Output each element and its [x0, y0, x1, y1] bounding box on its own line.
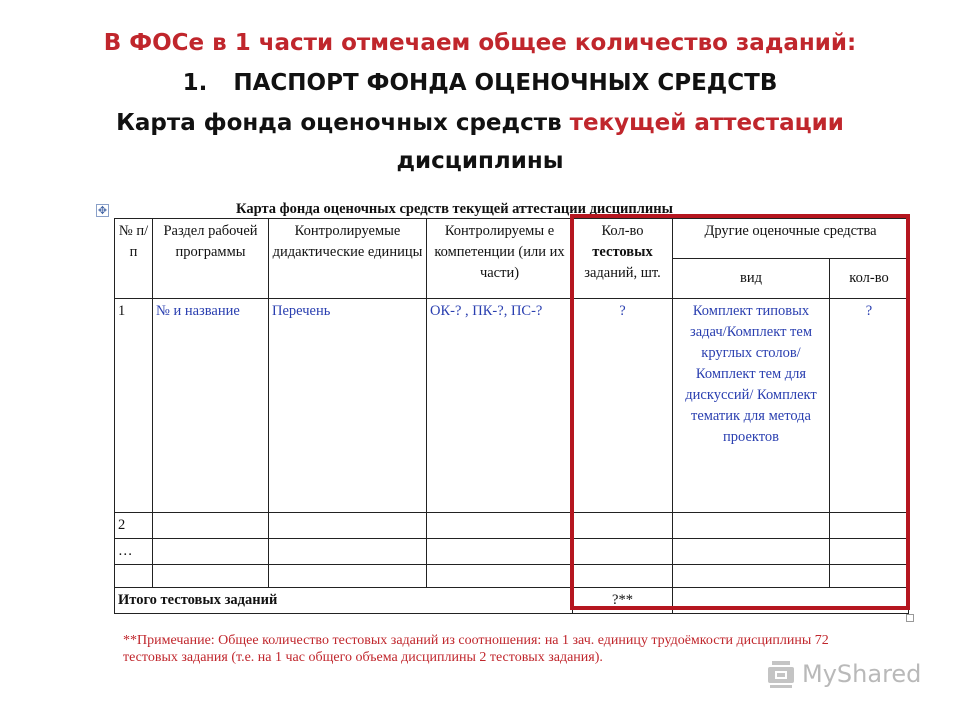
header-units: Контролируемые дидактические единицы: [269, 219, 427, 299]
total-label: Итого тестовых заданий: [115, 588, 573, 614]
row1-competencies: ОК-? , ПК-?, ПС-?: [427, 299, 573, 513]
table-row: [115, 539, 909, 565]
footnote-line1: **Примечание: Общее количество тестовых заданий из соотношения: на 1 зач. единицу трудоёмкости дисциплины 72: [123, 633, 829, 648]
row1-num: 1: [115, 299, 153, 513]
myshared-logo-icon: [766, 659, 796, 689]
header-section: Раздел рабочей программы: [153, 219, 269, 299]
passport-heading: [0, 70, 960, 96]
header-tests-prefix: Кол-во: [601, 223, 644, 239]
map-heading-discipline: дисциплины: [396, 148, 564, 174]
header-tests-bold: тестовых: [592, 244, 653, 260]
header-tests-suffix: заданий, шт.: [584, 265, 661, 281]
passport-title: ПАСПОРТ ФОНДА ОЦЕНОЧНЫХ СРЕДСТВ: [233, 70, 778, 96]
row3-num: …: [115, 539, 153, 565]
row2-num: 2: [115, 513, 153, 539]
watermark-text: MyShared: [802, 660, 922, 688]
map-heading-red: текущей аттестации: [569, 110, 844, 136]
header-num: № п/ п: [115, 219, 153, 299]
row1-type: Комплект типовых задач/Комплект тем круглых столов/ Комплект тем для дискуссий/ Комплект тематик для метода проектов: [673, 299, 830, 513]
header-other: Другие оценочные средства: [673, 219, 909, 259]
passport-number: 1.: [182, 70, 208, 96]
table-resize-handle: [906, 614, 914, 622]
table-row: [115, 299, 909, 513]
map-heading: [0, 110, 960, 136]
row1-count: ?: [830, 299, 909, 513]
table-header-row: [115, 219, 909, 259]
table-row: [115, 513, 909, 539]
header-count: кол-во: [830, 259, 909, 299]
assessment-map-table: [114, 218, 909, 614]
header-tests: [573, 219, 673, 299]
table-caption: Карта фонда оценочных средств текущей аттестации дисциплины: [236, 201, 673, 217]
row1-section: № и название: [153, 299, 269, 513]
table-move-icon: ✥: [97, 205, 108, 217]
total-value: ?**: [573, 588, 673, 614]
row1-units: Перечень: [269, 299, 427, 513]
footnote-line2: тестовых задания (т.е. на 1 час общего объема дисциплины 2 тестовых задания).: [123, 650, 603, 665]
table-total-row: [115, 588, 909, 614]
row1-tests: ?: [573, 299, 673, 513]
slide-title: В ФОСе в 1 части отмечаем общее количество заданий:: [103, 30, 857, 56]
document-scan: [94, 196, 914, 676]
header-competencies: Контролируемы е компетенции (или их части): [427, 219, 573, 299]
map-heading-black: Карта фонда оценочных средств: [116, 110, 570, 136]
header-type: вид: [673, 259, 830, 299]
watermark: [766, 656, 921, 692]
table-row: [115, 565, 909, 588]
